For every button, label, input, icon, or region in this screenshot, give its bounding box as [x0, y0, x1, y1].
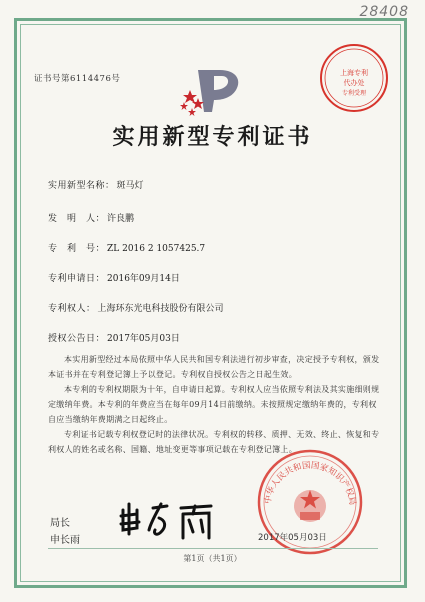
- field-inventor: [48, 211, 134, 224]
- inventor-label: 发 明 人：: [48, 214, 106, 224]
- page-number: 第1页（共1页）: [183, 554, 242, 563]
- patent-number-value: ZL 2016 2 1057425.7: [107, 244, 206, 254]
- filing-date-label: 专利申请日：: [48, 274, 106, 284]
- seal-date: 2017年05月03日: [258, 533, 327, 543]
- body-paragraph-3: 专利证书记载专利权登记时的法律状况。专利权的转移、质押、无效、终止、恢复和专利权人的姓名或名称、国籍、地址变更等事项记载在专利登记簿上。: [48, 430, 380, 454]
- field-grant-date: [48, 331, 180, 344]
- body-paragraph-1: 本实用新型经过本局依照中华人民共和国专利法进行初步审查，决定授予专利权，颁发本证书并在专利登记簿上予以登记。专利权自授权公告之日起生效。: [48, 355, 380, 379]
- agency-seal-icon: [318, 42, 390, 114]
- svg-text:上海专利: 上海专利: [340, 69, 368, 77]
- inventor-value: 许良鹏: [107, 214, 135, 224]
- utility-name-label: 实用新型名称：: [48, 181, 115, 191]
- certificate-body: [48, 352, 380, 457]
- svg-text:代办处: 代办处: [343, 79, 365, 87]
- director-block: [50, 515, 80, 549]
- footer-divider: [48, 548, 378, 549]
- svg-text:中华人民共和国国家知识产权局: 中华人民共和国国家知识产权局: [263, 460, 358, 507]
- field-patentee: [48, 301, 224, 314]
- director-title: 局长: [50, 518, 70, 529]
- filing-date-value: 2016年09月14日: [107, 274, 180, 284]
- svg-text:专利受理: 专利受理: [341, 90, 367, 97]
- field-filing-date: [48, 271, 180, 284]
- body-paragraph-2: 本专利的专利权期限为十年，自申请日起算。专利权人应当依照专利法及其实施细则规定缴纳年费。本专利的年费应当在每年09月14日前缴纳。未按照规定缴纳年费的，专利权自应当缴纳年费期满之日起终止。: [48, 385, 380, 424]
- certificate-number: 证书号第6114476号: [34, 74, 121, 84]
- grant-date-value: 2017年05月03日: [107, 334, 180, 344]
- grant-date-label: 授权公告日：: [48, 334, 106, 344]
- patentee-value: 上海环东光电科技股份有限公司: [97, 304, 224, 314]
- field-patent-number: [48, 241, 205, 254]
- handwritten-note: 28408: [359, 4, 409, 20]
- utility-name-value: 斑马灯: [116, 181, 144, 191]
- field-utility-name: [48, 178, 144, 191]
- director-name: 申长雨: [50, 535, 80, 546]
- cnipa-logo-icon: [176, 62, 252, 118]
- patent-number-label: 专 利 号：: [48, 244, 106, 254]
- patentee-label: 专利权人：: [48, 304, 96, 314]
- signature-icon: [115, 498, 225, 544]
- certificate-title: 实用新型专利证书: [112, 124, 313, 150]
